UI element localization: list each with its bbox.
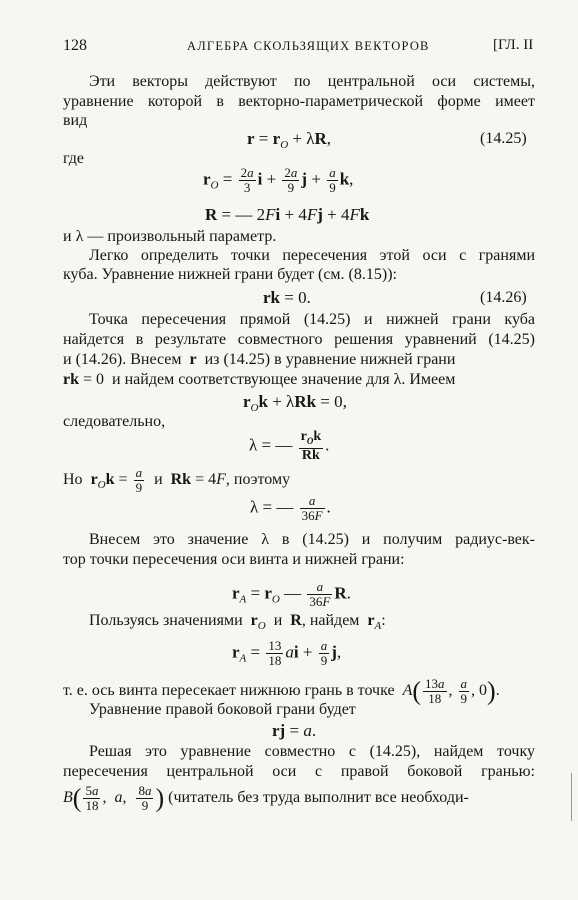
text-line: Но $r_Ok$ = $\frac{a}{9}$ и Rk = 4F, поэтому xyxy=(63,465,291,495)
equation-lambda-fraction: λ = — $\frac{r_Ok}{Rk}$ . xyxy=(249,429,330,463)
text-line: rk = 0 и найдем соответствующее значение для λ. Имеем xyxy=(63,371,456,388)
text-line: где xyxy=(63,150,85,167)
text-line: Внесем это значение λ в (14.25) и получим радиус-век- xyxy=(89,531,535,548)
chapter-label: [ГЛ. II xyxy=(493,37,534,53)
text-line: тор точки пересечения оси винта и нижней грани: xyxy=(63,551,405,568)
equation-r-a-vector: $r_A = r_O$ — $\frac{a}{36F}$ R. xyxy=(232,579,351,609)
equation-number: (14.26) xyxy=(480,289,527,306)
page-number: 128 xyxy=(63,37,87,54)
text-line: и λ — произвольный параметр. xyxy=(63,228,277,245)
equation-r-a-result: $r_A$ = $\frac{13}{18}$ ai + $\frac{a}{9}$ j, xyxy=(232,638,342,668)
text-line: т. е. ось винта пересекает нижнюю грань в точке A( $\frac{13a}{18}$ , $\frac{a}{9}$ , 0). xyxy=(63,676,500,706)
running-title: АЛГЕБРА СКОЛЬЗЯЩИХ ВЕКТОРОВ xyxy=(187,39,430,53)
equation-R: R = — 2Fi + 4Fj + 4Fk xyxy=(205,205,370,224)
text-line: Уравнение правой боковой грани будет xyxy=(89,701,356,718)
text-line: и (14.26). Внесем r из (14.25) в уравнение нижней грани xyxy=(63,351,456,368)
text-line: Легко определить точки пересечения этой оси с гранями xyxy=(89,247,535,264)
text-line: найдется в результате совместного решения уравнений (14.25) xyxy=(63,331,535,348)
equation-r-o: $r_O$ = $\frac{2a}{3}$ i + $\frac{2a}{9}$ j + $\frac{a}{9}$ k, xyxy=(203,165,354,195)
equation-right-face: rj = a. xyxy=(272,721,317,740)
equation-14-25: $r = r_O + \lambda R$, xyxy=(247,129,332,151)
equation-lambda-condition: $r_Ok + \lambda Rk = 0$, xyxy=(243,392,347,414)
text-line: куба. Уравнение нижней грани будет (см. (8.15)): xyxy=(63,266,397,283)
text-line: следовательно, xyxy=(63,413,166,430)
equation-lambda-value: λ = — $\frac{a}{36F}$ . xyxy=(250,493,331,523)
equation-number: (14.25) xyxy=(480,130,527,147)
equation-14-26: rk = 0. xyxy=(263,288,311,307)
text-line: уравнение которой в векторно-параметрической форме имеет xyxy=(63,93,535,110)
page-edge-mark xyxy=(571,773,572,821)
text-line: Эти векторы действуют по центральной оси системы, xyxy=(89,73,535,90)
text-line: вид xyxy=(63,112,88,129)
text-line: Решая это уравнение совместно с (14.25), найдем точку xyxy=(89,743,535,760)
text-line: Пользуясь значениями $r_O$ и R, найдем $r_A$: xyxy=(89,612,386,632)
text-line: Точка пересечения прямой (14.25) и нижней грани куба xyxy=(89,311,535,328)
text-line: пересечения центральной оси с правой боковой гранью: xyxy=(63,763,535,780)
text-line: B( $\frac{5a}{18}$ , a, $\frac{8a}{9}$ ) (читатель без труда выполнит все необходи- xyxy=(63,783,469,813)
